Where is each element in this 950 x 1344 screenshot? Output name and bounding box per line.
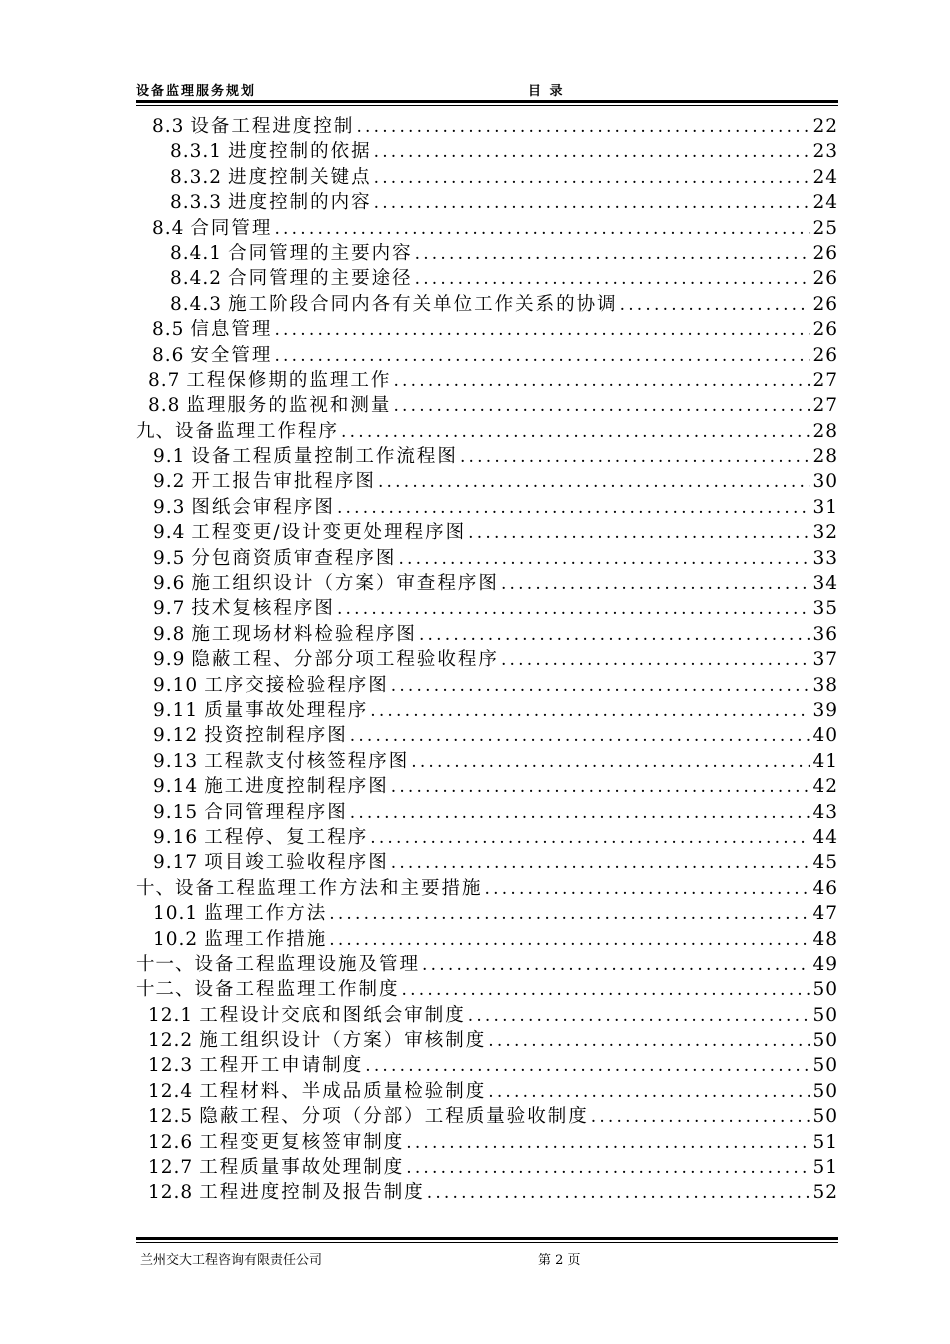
toc-entry-number: 8.4.1 (170, 242, 223, 264)
toc-entry-number: 10.1 (153, 903, 199, 925)
toc-entry-title: 工程材料、半成品质量检验制度 (199, 1080, 487, 1102)
toc-entry-number: 9.15 (153, 801, 199, 823)
toc-entry[interactable] (136, 647, 838, 672)
toc-entry[interactable] (136, 165, 838, 190)
toc-entry[interactable] (136, 952, 838, 977)
toc-entry-title: 设备工程监理工作制度 (194, 979, 400, 1001)
toc-entry-title: 分包商资质审查程序图 (191, 547, 397, 569)
toc-dot-leader (415, 267, 811, 292)
toc-entry-title: 投资控制程序图 (204, 725, 348, 747)
toc-dot-leader (337, 597, 811, 622)
toc-entry-page: 51 (812, 1157, 838, 1179)
toc-entry[interactable] (136, 419, 838, 444)
toc-entry-number: 9.6 (153, 573, 186, 595)
toc-dot-leader (378, 470, 811, 495)
toc-dot-leader (488, 1080, 810, 1105)
toc-dot-leader (391, 775, 811, 800)
toc-entry-page: 26 (812, 268, 838, 290)
toc-entry[interactable] (136, 1079, 838, 1104)
toc-entry[interactable] (136, 698, 838, 723)
toc-dot-leader (356, 115, 810, 140)
toc-entry-number: 9.3 (153, 496, 186, 518)
toc-entry-title: 质量事故处理程序 (204, 699, 369, 721)
toc-entry-number: 8.5 (152, 319, 185, 341)
toc-dot-leader (591, 1105, 811, 1130)
toc-entry-title: 信息管理 (190, 319, 273, 341)
toc-entry-title: 监理工作方法 (204, 903, 328, 925)
toc-dot-leader (415, 242, 811, 267)
toc-entry-title: 设备工程监理设施及管理 (194, 953, 421, 975)
toc-dot-leader (468, 521, 810, 546)
toc-entry-page: 27 (812, 395, 838, 417)
toc-dot-leader (337, 496, 811, 521)
toc-dot-leader (350, 724, 811, 749)
toc-entry-title: 施工进度控制程序图 (204, 776, 389, 798)
toc-entry-title: 施工阶段合同内各有关单位工作关系的协调 (228, 293, 618, 315)
header-document-title: 设备监理服务规划 (136, 84, 257, 99)
toc-entry-title: 工程停、复工程序 (204, 826, 369, 848)
toc-dot-leader (501, 648, 811, 673)
toc-entry-number: 12.1 (148, 1004, 194, 1026)
toc-entry-number: 12.6 (148, 1131, 194, 1153)
toc-dot-leader (391, 674, 811, 699)
toc-entry[interactable] (136, 723, 838, 748)
toc-entry-page: 33 (812, 547, 838, 569)
toc-entry[interactable] (136, 495, 838, 520)
toc-entry[interactable] (136, 673, 838, 698)
toc-entry[interactable] (136, 216, 838, 241)
toc-dot-leader (501, 572, 811, 597)
toc-entry-page: 42 (812, 776, 838, 798)
toc-entry[interactable] (136, 368, 838, 393)
header-rule-thick (136, 100, 838, 103)
toc-entry-title: 进度控制关键点 (228, 166, 372, 188)
toc-entry-page: 50 (812, 979, 838, 1001)
toc-entry[interactable] (136, 825, 838, 850)
toc-entry-title: 设备工程监理工作方法和主要措施 (175, 877, 483, 899)
toc-dot-leader (620, 293, 811, 318)
toc-entry-title: 合同管理的主要内容 (228, 242, 413, 264)
toc-dot-leader (427, 1181, 811, 1206)
toc-entry-title: 工程进度控制及报告制度 (199, 1182, 425, 1204)
toc-entry[interactable] (136, 546, 838, 571)
toc-dot-leader (350, 801, 811, 826)
toc-entry-number: 9.17 (153, 852, 199, 874)
toc-dot-leader (370, 699, 810, 724)
toc-entry-page: 32 (812, 522, 838, 544)
toc-dot-leader (274, 344, 810, 369)
toc-dot-leader (365, 1054, 810, 1079)
toc-entry-title: 合同管理 (190, 217, 273, 239)
toc-entry[interactable] (136, 850, 838, 875)
toc-entry-page: 39 (812, 699, 838, 721)
toc-entry[interactable] (136, 774, 838, 799)
toc-entry-page: 47 (812, 903, 838, 925)
toc-dot-leader (393, 394, 810, 419)
table-of-contents (136, 114, 838, 1206)
toc-entry-page: 34 (812, 573, 838, 595)
toc-entry-number: 12.4 (148, 1080, 194, 1102)
toc-entry-page: 50 (812, 1106, 838, 1128)
toc-entry-title: 设备工程质量控制工作流程图 (191, 446, 458, 468)
toc-entry[interactable] (136, 1180, 838, 1205)
toc-entry-page: 26 (812, 344, 838, 366)
toc-entry-number: 9.14 (153, 776, 199, 798)
toc-entry-number: 9.8 (153, 623, 186, 645)
toc-entry-page: 24 (812, 166, 838, 188)
toc-entry[interactable] (136, 444, 838, 469)
toc-entry-page: 35 (812, 598, 838, 620)
toc-entry-number: 十二、 (136, 979, 195, 1001)
toc-dot-leader (274, 217, 810, 242)
toc-entry-page: 22 (812, 116, 838, 137)
toc-dot-leader (419, 623, 811, 648)
toc-entry-title: 工序交接检验程序图 (204, 674, 389, 696)
toc-entry[interactable] (136, 266, 838, 291)
toc-entry-number: 8.4.3 (170, 293, 223, 315)
toc-entry-title: 工程变更/设计变更处理程序图 (191, 522, 467, 544)
toc-entry-title: 进度控制的内容 (228, 192, 372, 214)
toc-entry-page: 26 (812, 319, 838, 341)
toc-entry-page: 41 (812, 750, 838, 772)
toc-entry-title: 工程开工申请制度 (199, 1055, 364, 1077)
toc-dot-leader (393, 369, 810, 394)
toc-dot-leader (468, 1004, 811, 1029)
toc-entry-page: 52 (812, 1182, 838, 1204)
toc-entry-title: 工程款支付核签程序图 (204, 750, 410, 772)
toc-dot-leader (329, 902, 810, 927)
toc-entry-number: 9.10 (153, 674, 199, 696)
toc-entry-number: 8.4.2 (170, 268, 223, 290)
toc-entry-page: 31 (812, 496, 838, 518)
toc-entry-number: 8.7 (148, 369, 181, 391)
toc-dot-leader (329, 928, 810, 953)
toc-entry-title: 施工现场材料检验程序图 (191, 623, 417, 645)
toc-entry[interactable] (136, 139, 838, 164)
toc-entry-number: 12.8 (148, 1182, 194, 1204)
toc-entry-title: 隐蔽工程、分部分项工程验收程序 (191, 649, 499, 671)
toc-entry-number: 九、 (136, 420, 176, 442)
toc-entry[interactable] (136, 1155, 838, 1180)
toc-dot-leader (422, 953, 810, 978)
toc-entry-page: 50 (812, 1030, 838, 1052)
toc-dot-leader (406, 1131, 810, 1156)
toc-entry-title: 隐蔽工程、分项（分部）工程质量验收制度 (199, 1106, 589, 1128)
footer-rule-thin (136, 1242, 838, 1243)
toc-entry-number: 8.4 (152, 217, 185, 239)
toc-dot-leader (374, 166, 811, 191)
toc-dot-leader (406, 1156, 810, 1181)
toc-entry-title: 监理服务的监视和测量 (186, 395, 392, 417)
toc-entry-page: 28 (812, 446, 838, 468)
toc-entry-title: 进度控制的依据 (228, 141, 372, 163)
toc-entry-title: 合同管理程序图 (204, 801, 348, 823)
toc-entry-page: 36 (812, 623, 838, 645)
toc-dot-leader (485, 877, 811, 902)
toc-entry-number: 8.3.1 (170, 141, 223, 163)
toc-entry[interactable] (136, 114, 838, 139)
toc-entry[interactable] (136, 1104, 838, 1129)
toc-entry-number: 9.13 (153, 750, 199, 772)
toc-entry-page: 40 (812, 725, 838, 747)
toc-entry-page: 38 (812, 674, 838, 696)
toc-entry[interactable] (136, 977, 838, 1002)
toc-entry-number: 9.4 (153, 522, 186, 544)
toc-entry-title: 设备监理工作程序 (175, 420, 340, 442)
toc-entry-title: 项目竣工验收程序图 (204, 852, 389, 874)
toc-entry-page: 23 (812, 141, 838, 163)
toc-entry-page: 27 (812, 369, 838, 391)
toc-entry-page: 50 (812, 1004, 838, 1026)
toc-entry[interactable] (136, 749, 838, 774)
toc-entry[interactable] (136, 927, 838, 952)
toc-entry-title: 工程质量事故处理制度 (199, 1157, 405, 1179)
toc-entry[interactable] (136, 241, 838, 266)
toc-entry[interactable] (136, 596, 838, 621)
toc-entry-page: 28 (812, 420, 838, 442)
toc-dot-leader (391, 851, 811, 876)
toc-entry-number: 9.7 (153, 598, 186, 620)
toc-entry-title: 施工组织设计（方案）审核制度 (199, 1030, 487, 1052)
header-section-title: 目 录 (528, 84, 565, 99)
toc-entry-number: 9.2 (153, 471, 186, 493)
toc-entry-number: 9.1 (153, 446, 186, 468)
footer-company-name: 兰州交大工程咨询有限责任公司 (140, 1253, 323, 1268)
toc-entry-number: 十一、 (136, 953, 195, 975)
toc-entry-page: 46 (812, 877, 838, 899)
toc-entry-page: 24 (812, 192, 838, 214)
toc-dot-leader (374, 191, 811, 216)
toc-dot-leader (274, 318, 810, 343)
toc-entry-page: 25 (812, 217, 838, 239)
toc-entry-title: 图纸会审程序图 (191, 496, 335, 518)
toc-entry-page: 51 (812, 1131, 838, 1153)
toc-entry-page: 48 (812, 928, 838, 950)
toc-dot-leader (374, 140, 811, 165)
toc-entry-title: 技术复核程序图 (191, 598, 335, 620)
toc-dot-leader (488, 1029, 810, 1054)
toc-entry-page: 50 (812, 1055, 838, 1077)
toc-entry-title: 监理工作措施 (204, 928, 328, 950)
toc-entry[interactable] (136, 1028, 838, 1053)
toc-entry-title: 合同管理的主要途径 (228, 268, 413, 290)
toc-entry-page: 26 (812, 242, 838, 264)
toc-entry[interactable] (136, 317, 838, 342)
toc-dot-leader (398, 547, 810, 572)
toc-entry-title: 工程变更复核签审制度 (199, 1131, 405, 1153)
toc-entry[interactable] (136, 571, 838, 596)
toc-entry-number: 十、 (136, 877, 176, 899)
toc-entry-page: 43 (812, 801, 838, 823)
toc-entry[interactable] (136, 393, 838, 418)
toc-entry-title: 工程设计交底和图纸会审制度 (199, 1004, 466, 1026)
toc-entry[interactable] (136, 292, 838, 317)
toc-entry-number: 9.12 (153, 725, 199, 747)
toc-dot-leader (411, 750, 810, 775)
toc-entry-title: 安全管理 (190, 344, 273, 366)
toc-entry[interactable] (136, 901, 838, 926)
toc-entry-number: 12.5 (148, 1106, 194, 1128)
toc-entry-title: 施工组织设计（方案）审查程序图 (191, 573, 499, 595)
toc-entry-number: 12.2 (148, 1030, 194, 1052)
toc-entry[interactable] (136, 469, 838, 494)
toc-entry-number: 8.3 (152, 116, 185, 137)
toc-entry-title: 设备工程进度控制 (190, 116, 355, 137)
toc-entry[interactable] (136, 190, 838, 215)
toc-entry-number: 12.3 (148, 1055, 194, 1077)
toc-entry-title: 工程保修期的监理工作 (186, 369, 392, 391)
toc-entry[interactable] (136, 1003, 838, 1028)
footer-page-number: 第 2 页 (538, 1253, 581, 1268)
toc-entry-title: 开工报告审批程序图 (191, 471, 376, 493)
toc-entry-page: 45 (812, 852, 838, 874)
toc-entry-page: 30 (812, 471, 838, 493)
toc-dot-leader (370, 826, 810, 851)
footer-rule-thick (136, 1237, 838, 1240)
toc-entry-number: 8.8 (148, 395, 181, 417)
toc-entry-page: 26 (812, 293, 838, 315)
toc-entry-number: 12.7 (148, 1157, 194, 1179)
toc-entry[interactable] (136, 1130, 838, 1155)
toc-entry-number: 8.3.3 (170, 192, 223, 214)
toc-entry-number: 8.3.2 (170, 166, 223, 188)
toc-entry-number: 8.6 (152, 344, 185, 366)
toc-entry-page: 37 (812, 649, 838, 671)
toc-dot-leader (460, 445, 811, 470)
toc-entry-page: 50 (812, 1080, 838, 1102)
toc-entry-page: 49 (812, 953, 838, 975)
toc-entry-number: 9.5 (153, 547, 186, 569)
page-header (136, 80, 836, 102)
toc-entry-number: 9.11 (153, 699, 199, 721)
toc-dot-leader (341, 420, 810, 445)
toc-dot-leader (402, 978, 811, 1003)
toc-entry-number: 9.9 (153, 649, 186, 671)
toc-entry[interactable] (136, 876, 838, 901)
toc-entry[interactable] (136, 800, 838, 825)
toc-entry-number: 10.2 (153, 928, 199, 950)
toc-entry-page: 44 (812, 826, 838, 848)
toc-entry[interactable] (136, 1053, 838, 1078)
toc-entry[interactable] (136, 343, 838, 368)
header-rule-thin (136, 105, 838, 106)
toc-entry[interactable] (136, 520, 838, 545)
toc-entry-number: 9.16 (153, 826, 199, 848)
toc-entry[interactable] (136, 622, 838, 647)
